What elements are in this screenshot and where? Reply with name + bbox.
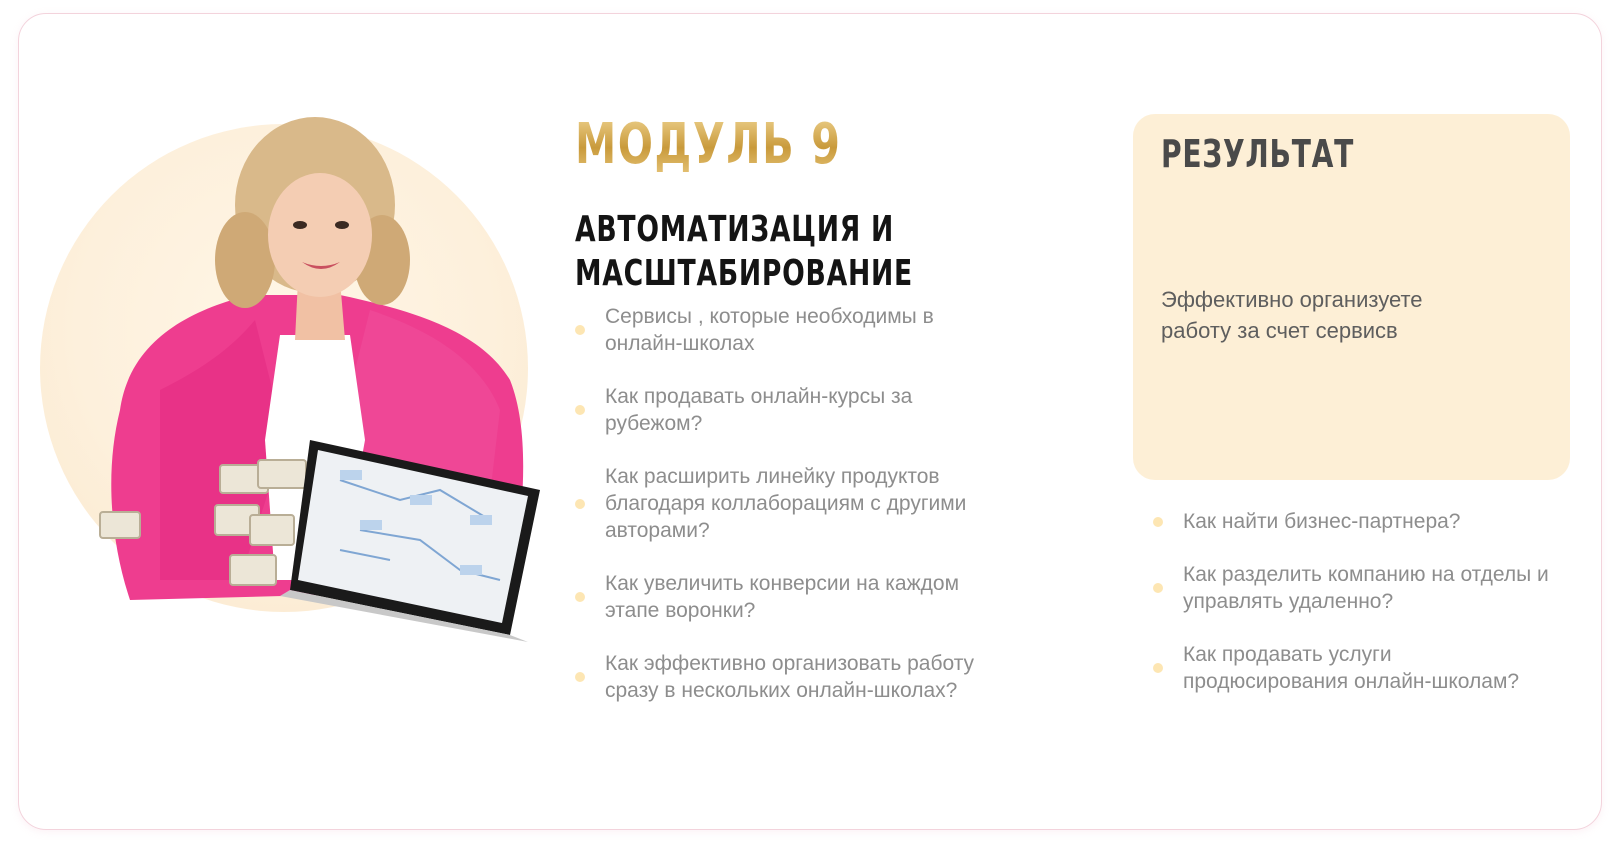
module-title: МОДУЛЬ 9 bbox=[575, 112, 842, 177]
dot-bullet-icon bbox=[1153, 517, 1163, 527]
dot-bullet-icon bbox=[575, 592, 585, 602]
extra-topic-list bbox=[1153, 508, 1553, 721]
list-item bbox=[575, 303, 975, 357]
dot-bullet-icon bbox=[1153, 583, 1163, 593]
list-item bbox=[1153, 641, 1553, 695]
presenter-photo bbox=[40, 110, 560, 670]
dot-bullet-icon bbox=[575, 325, 585, 335]
list-item bbox=[1153, 561, 1553, 615]
topic-text: Как эффективно организовать работу сразу в нескольких онлайн-школах? bbox=[605, 652, 975, 702]
module-subtitle-line2: МАСШТАБИРОВАНИЕ bbox=[575, 253, 913, 294]
list-item bbox=[575, 463, 975, 544]
dot-bullet-icon bbox=[1153, 663, 1163, 673]
list-item bbox=[575, 383, 975, 437]
dot-bullet-icon bbox=[575, 405, 585, 415]
topic-list bbox=[575, 303, 975, 730]
result-panel bbox=[1133, 114, 1570, 480]
topic-text: Как продавать онлайн-курсы за рубежом? bbox=[605, 385, 913, 435]
module-subtitle-line1: АВТОМАТИЗАЦИЯ И bbox=[575, 209, 895, 250]
result-text: Эффективно организуете работу за счет сервисв bbox=[1161, 287, 1423, 343]
extra-topic-text: Как продавать услуги продюсирования онлайн-школам? bbox=[1183, 643, 1520, 693]
topic-text: Сервисы , которые необходимы в онлайн-школах bbox=[605, 305, 934, 355]
extra-topic-text: Как найти бизнес-партнера? bbox=[1183, 510, 1461, 533]
extra-topic-text: Как разделить компанию на отделы и управлять удаленно? bbox=[1183, 563, 1549, 613]
list-item bbox=[575, 570, 975, 624]
module-subtitle bbox=[575, 208, 989, 296]
list-item bbox=[575, 650, 975, 704]
dot-bullet-icon bbox=[575, 499, 585, 509]
topic-text: Как расширить линейку продуктов благодаря коллаборациям с другими авторами? bbox=[605, 465, 967, 542]
list-item bbox=[1153, 508, 1553, 535]
dot-bullet-icon bbox=[575, 672, 585, 682]
topic-text: Как увеличить конверсии на каждом этапе воронки? bbox=[605, 572, 960, 622]
presenter-illustration bbox=[40, 110, 560, 670]
result-title: РЕЗУЛЬТАТ bbox=[1161, 132, 1355, 176]
